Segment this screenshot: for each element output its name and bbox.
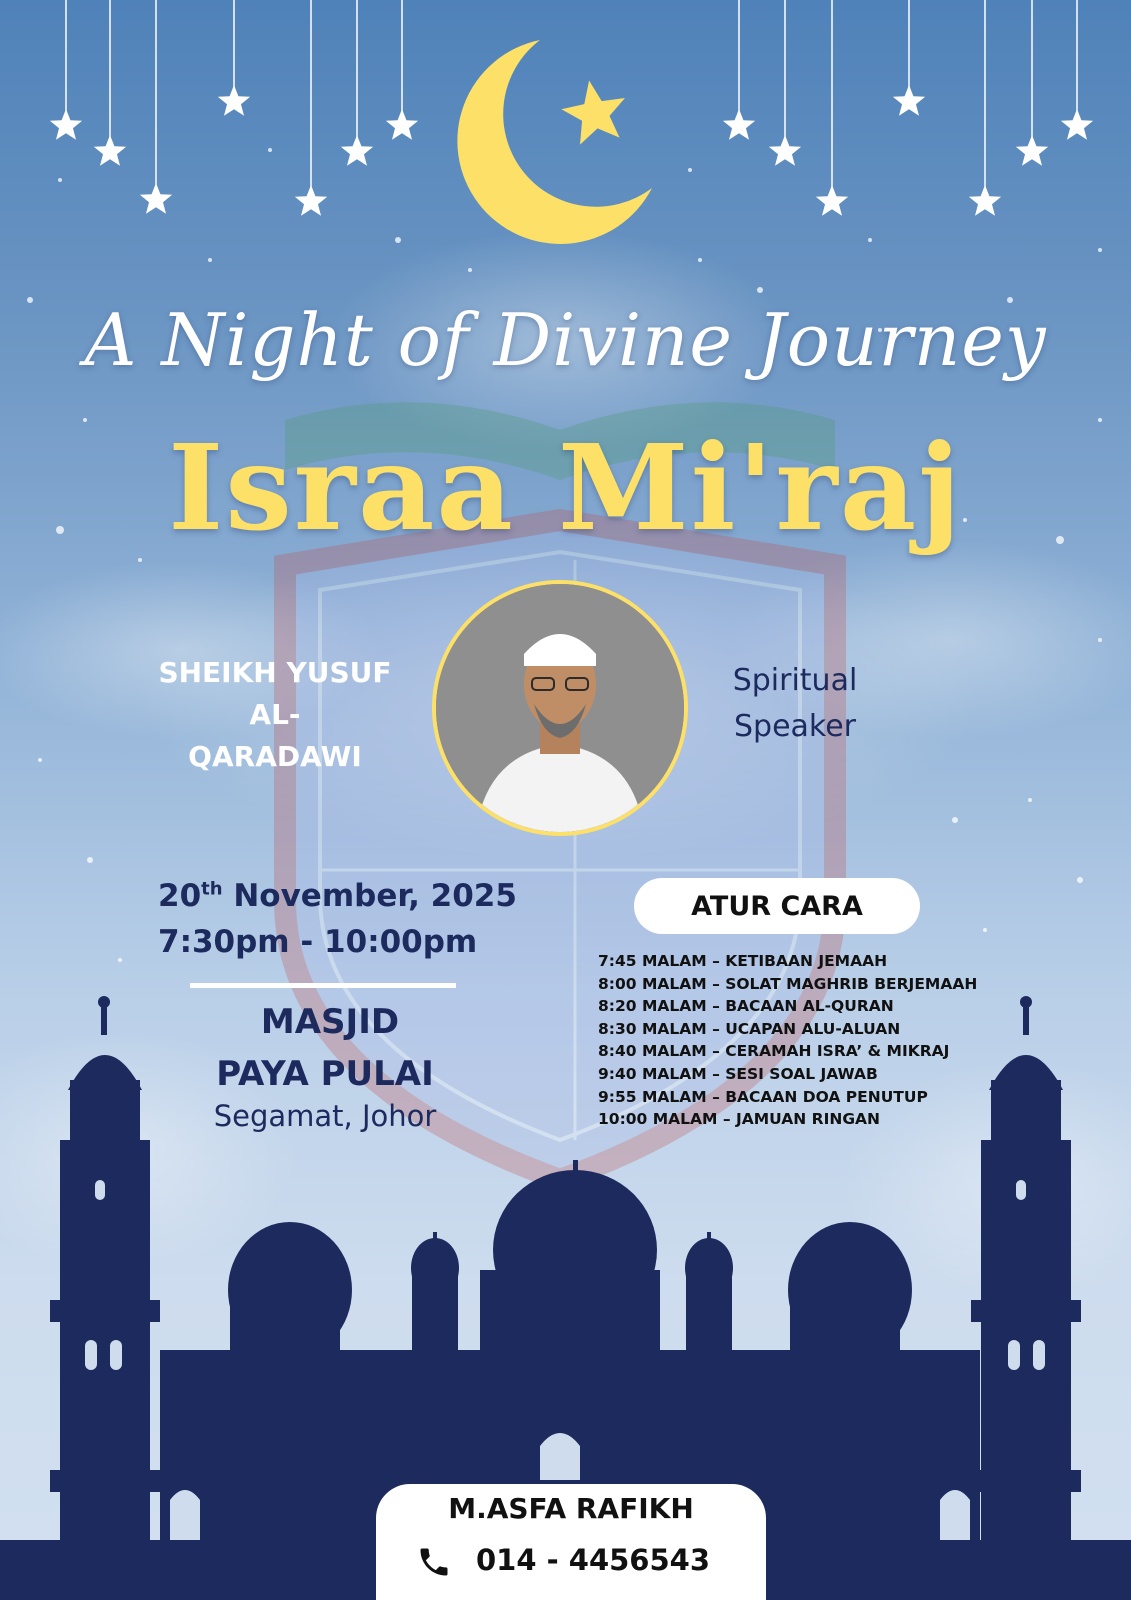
event-time: 7:30pm - 10:00pm <box>158 924 478 960</box>
poster-subtitle: A Night of Divine Journey <box>84 298 1047 382</box>
star-icon <box>50 85 1093 216</box>
venue-location: Segamat, Johor <box>213 1099 437 1133</box>
speaker-photo <box>432 580 688 836</box>
speaker-portrait <box>436 584 684 832</box>
schedule-heading-pill <box>634 878 920 934</box>
date-rest: November, 2025 <box>233 878 517 914</box>
crescent-icon <box>457 40 652 244</box>
contact-phone[interactable]: 014 - 4456543 <box>476 1543 711 1577</box>
schedule-item: 8:00 MALAM – SOLAT MAGHRIB BERJEMAAH <box>598 974 978 993</box>
schedule-item: 8:40 MALAM – CERAMAH ISRA’ & MIKRAJ <box>598 1042 950 1061</box>
venue-name-line2: PAYA PULAI <box>216 1054 434 1094</box>
hanging-stars <box>66 0 1077 188</box>
schedule-heading: ATUR CARA <box>691 890 863 922</box>
date-suffix: th <box>201 878 223 900</box>
contact-name: M.ASFA RAFIKH <box>448 1492 694 1525</box>
schedule-item: 9:55 MALAM – BACAAN DOA PENUTUP <box>598 1087 928 1106</box>
schedule-item: 10:00 MALAM – JAMUAN RINGAN <box>598 1110 881 1129</box>
divider <box>190 983 456 988</box>
schedule-item: 8:30 MALAM – UCAPAN ALU-ALUAN <box>598 1019 901 1038</box>
venue-name-line1: MASJID <box>260 1002 400 1042</box>
poster-title: Israa Mi'raj <box>168 418 963 557</box>
speaker-name-line: SHEIKH YUSUF <box>158 656 392 689</box>
speaker-role-line: Spiritual <box>732 663 858 698</box>
speaker-name <box>135 652 415 778</box>
schedule-item: 8:20 MALAM – BACAAN AL-QURAN <box>598 997 894 1016</box>
speaker-name-line: QARADAWI <box>188 740 362 773</box>
speaker-role <box>700 658 890 750</box>
schedule-item: 7:45 MALAM – KETIBAAN JEMAAH <box>598 952 888 970</box>
schedule-list <box>598 950 977 1131</box>
date-day: 20 <box>158 878 202 914</box>
phone-icon <box>416 1544 452 1580</box>
schedule-item: 9:40 MALAM – SESI SOAL JAWAB <box>598 1064 878 1083</box>
event-date <box>158 878 517 914</box>
speaker-role-line: Speaker <box>733 709 857 744</box>
speaker-name-line: AL- <box>249 698 301 731</box>
